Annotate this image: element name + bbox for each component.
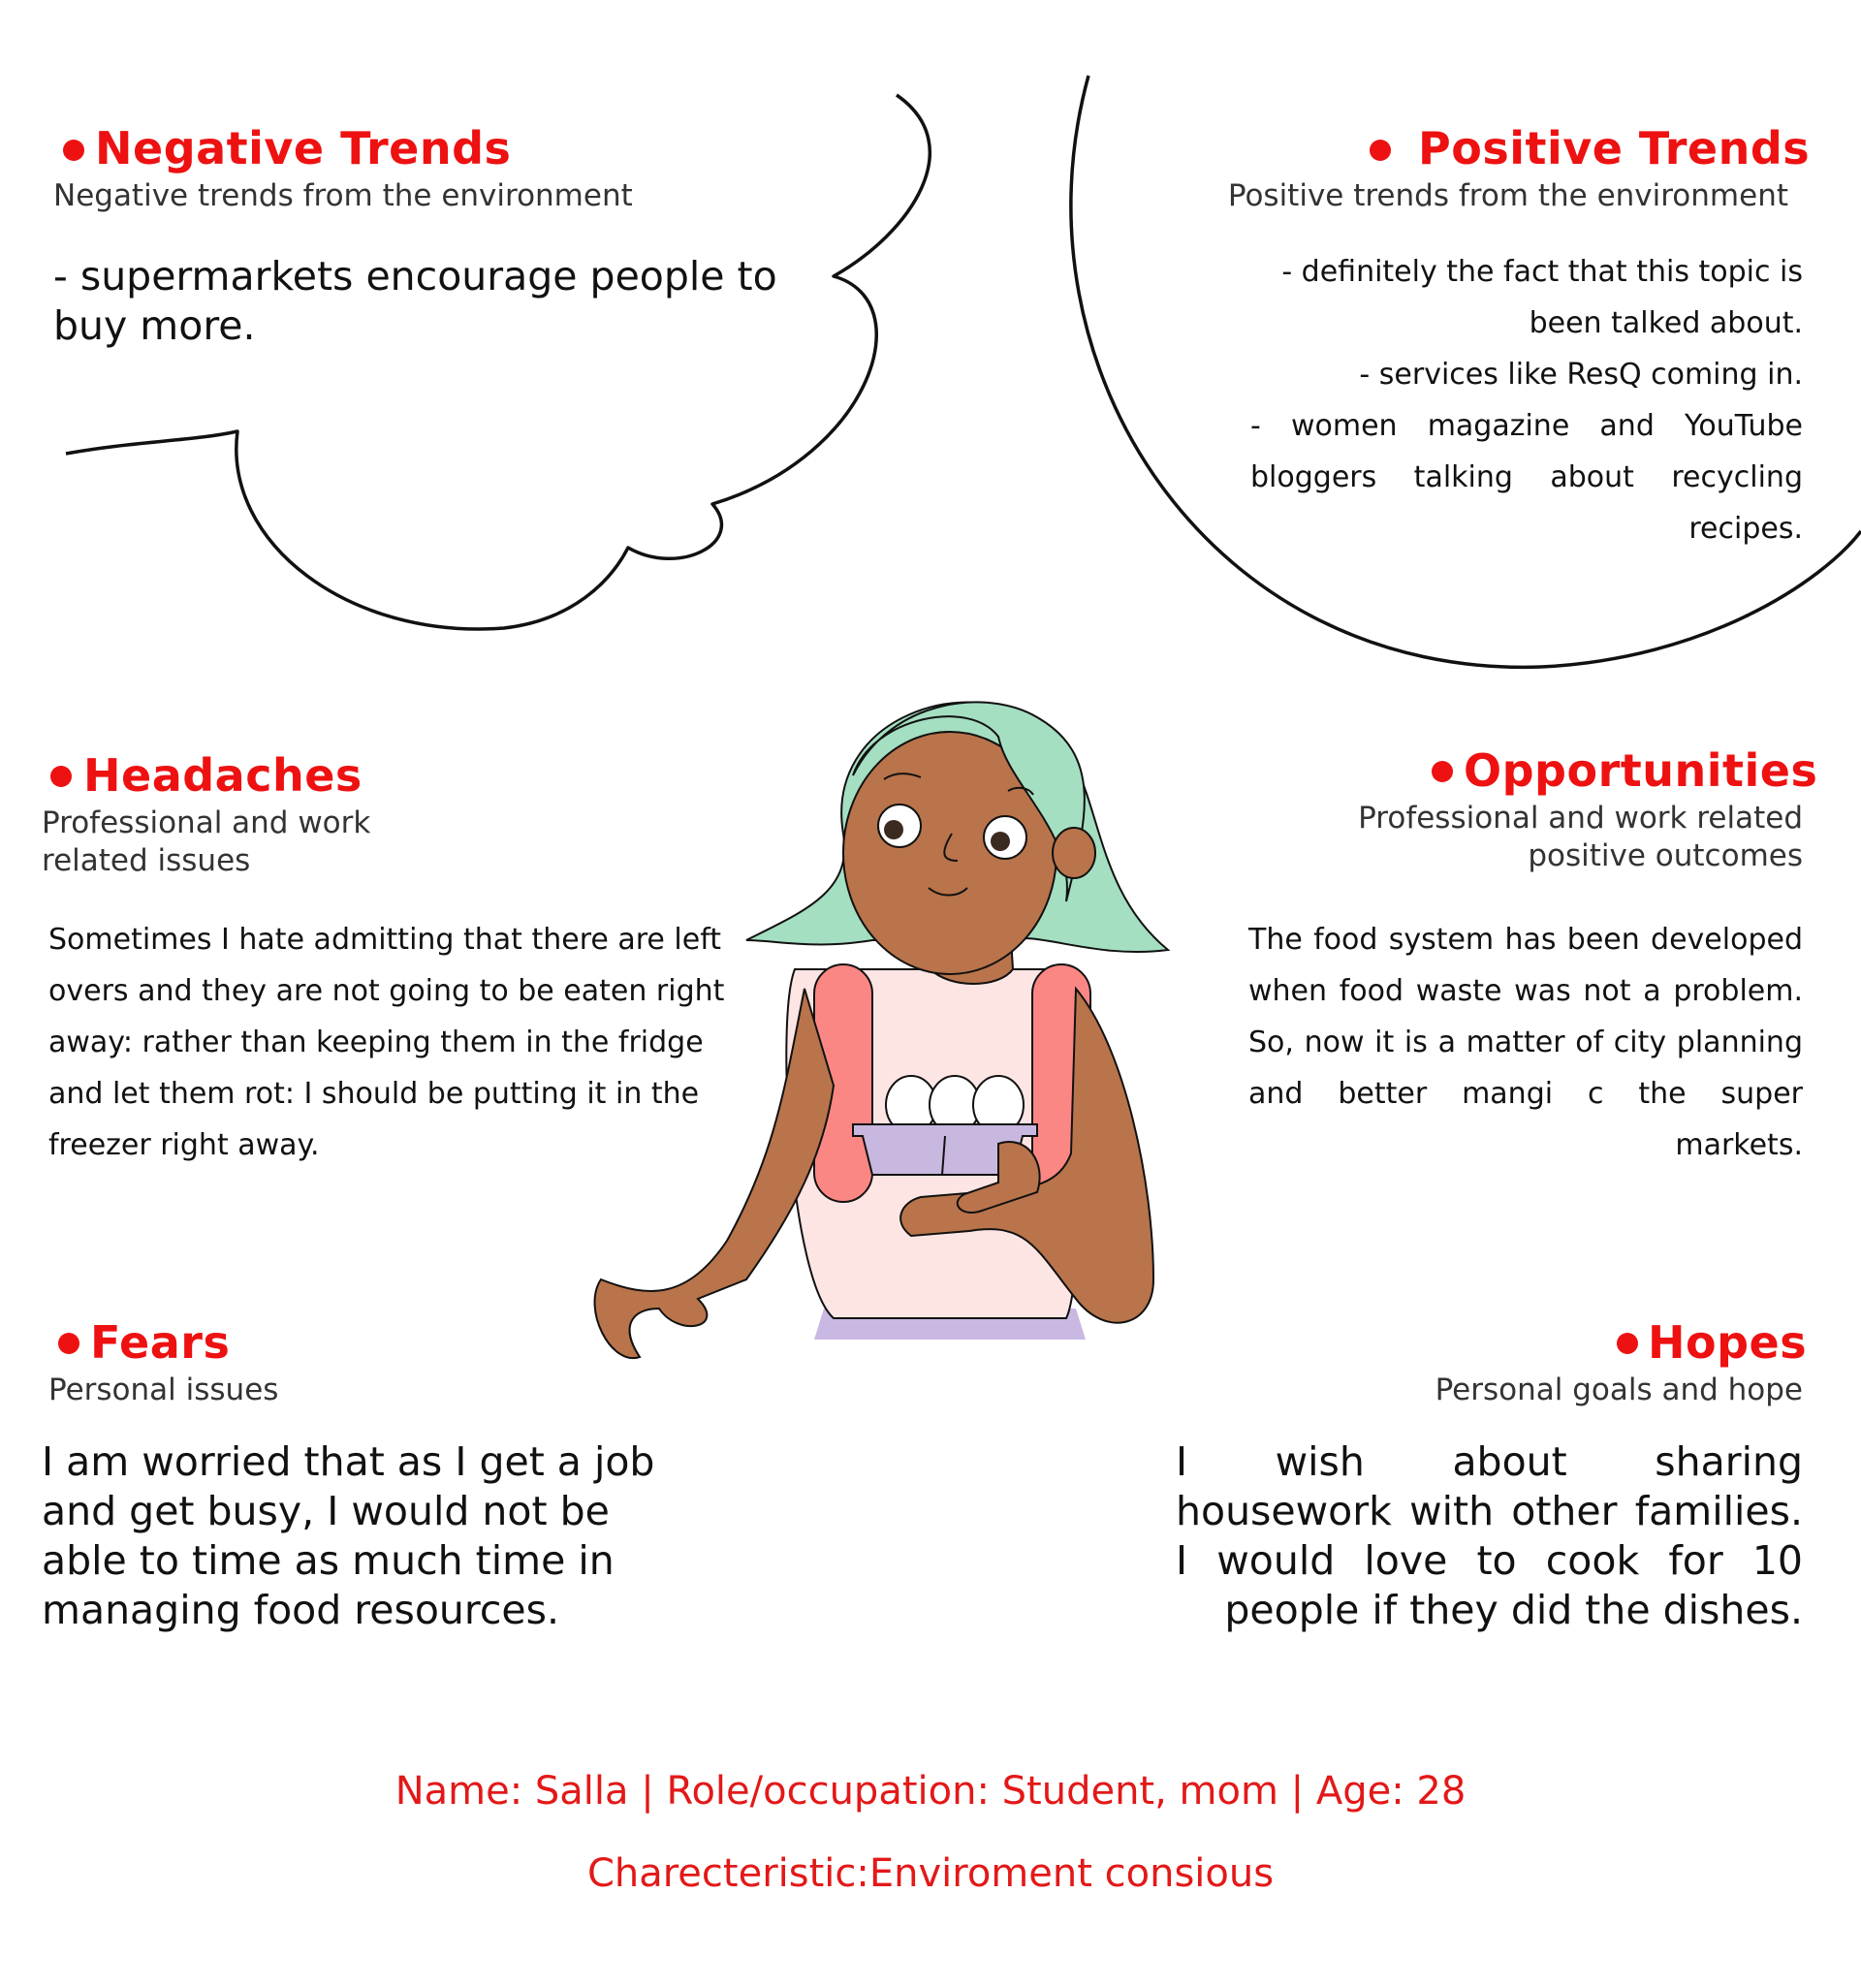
headaches-body: Sometimes I hate admitting that there are left overs and they are not going to be eaten right away: rather than keeping them in the fridge and let them rot: I should be putting it in the freezer right away.	[48, 923, 725, 1162]
headaches-subtitle-line: related issues	[42, 843, 251, 878]
bullet-dot	[1432, 761, 1453, 782]
positive-trend-item: - definitely the fact that this topic is been talked about.	[1281, 255, 1803, 340]
fears-subtitle: Personal issues	[48, 1373, 279, 1407]
bullet-dot	[1617, 1333, 1638, 1354]
positive-trend-item: - women magazine and YouTube bloggers talking about recycling recipes.	[1250, 409, 1803, 546]
headaches-subtitle-line: Professional and work	[42, 805, 371, 840]
fears-title: Fears	[90, 1316, 231, 1369]
persona-characteristic: Charecteristic:Enviroment consious	[586, 1851, 1275, 1896]
positive-trend-item: - services like ResQ coming in.	[1359, 358, 1803, 392]
hopes-title: Hopes	[1648, 1316, 1808, 1369]
bullet-dot	[50, 766, 72, 787]
negative-trends-subtitle: Negative trends from the environment	[53, 178, 633, 213]
hopes-body: I wish about sharing housework with other families. I would love to cook for 10 people if they did the dishes.	[1176, 1438, 1803, 1633]
opportunities-subtitle-line: Professional and work related	[1358, 801, 1803, 836]
negative-trends-body: - supermarkets encourage people to buy more.	[53, 253, 777, 349]
fears-body: I am worried that as I get a job and get busy, I would not be able to time as much time in managing food resources.	[42, 1438, 655, 1633]
woman-holding-egg-carton-illustration	[582, 698, 1163, 1405]
opportunities-subtitle-line: positive outcomes	[1528, 838, 1803, 873]
headaches-title: Headaches	[83, 749, 363, 802]
positive-trends-list	[1250, 246, 1803, 554]
hopes-subtitle: Personal goals and hope	[1435, 1373, 1803, 1407]
opportunities-body: The food system has been developed when food waste was not a problem. So, now it is a matter of city planning and better mangi c the super markets.	[1248, 923, 1803, 1162]
bullet-dot	[63, 140, 84, 161]
bullet-dot	[1370, 140, 1391, 161]
opportunities-title: Opportunities	[1464, 744, 1818, 797]
persona-info: Name: Salla | Role/occupation: Student, mom | Age: 28	[394, 1769, 1467, 1814]
bullet-dot	[58, 1333, 79, 1354]
negative-trends-title: Negative Trends	[95, 122, 512, 174]
positive-trends-subtitle: Positive trends from the environment	[1227, 178, 1788, 213]
positive-trends-title: Positive Trends	[1418, 122, 1811, 174]
